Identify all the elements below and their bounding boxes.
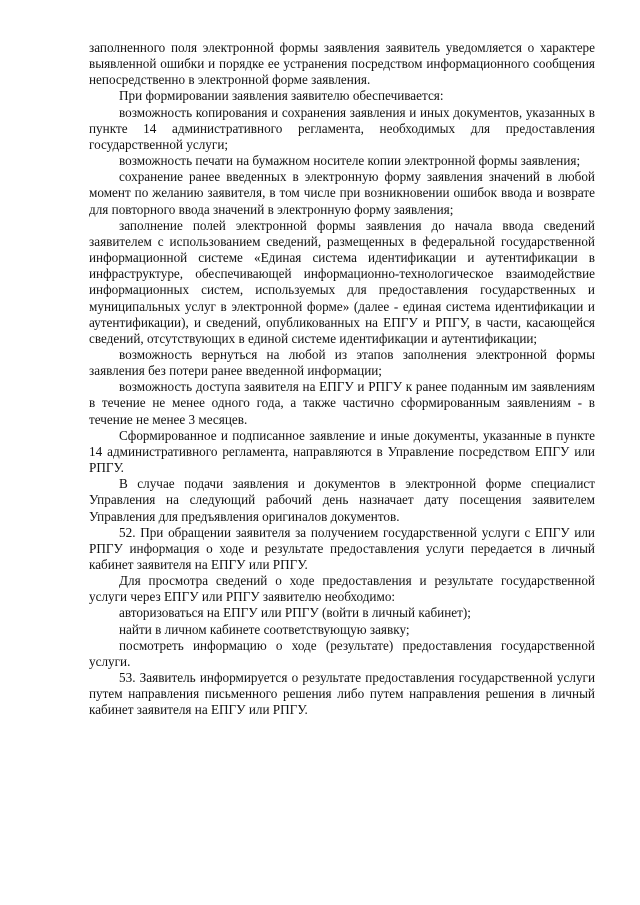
paragraph-visit: В случае подачи заявления и документов в электронной форме специалист Управления на следующий рабочий день назначает дату посещения заявителем Управления для предъявления оригиналов документов. xyxy=(89,476,595,524)
paragraph-print: возможность печати на бумажном носителе копии электронной формы заявления; xyxy=(119,153,581,169)
paragraph-save-values: сохранение ранее введенных в электронную форму заявления значений в любой момент по желанию заявителя, в том числе при возникновении ошибок ввода и возврате для повторного ввода значений в электронную форму заявления; xyxy=(89,169,595,217)
paragraph-submission: Сформированное и подписанное заявление и иные документы, указанные в пункте 14 административного регламента, направляются в Управление посредством ЕПГУ или РПГУ. xyxy=(89,427,595,476)
document-page xyxy=(89,40,595,719)
paragraph-continuation: заполненного поля электронной формы заявления заявитель уведомляется о характере выявленной ошибки и порядке ее устранения посредством информационного сообщения непосредственно в электронной форме заявления. xyxy=(89,40,595,88)
paragraph-return-step: возможность вернуться на любой из этапов заполнения электронной формы заявления без потери ранее введенной информации; xyxy=(89,346,595,379)
paragraph-form-intro: При формировании заявления заявителю обеспечивается: xyxy=(119,88,444,104)
paragraph-find-request: найти в личном кабинете соответствующую заявку; xyxy=(119,621,410,637)
paragraph-authorize: авторизоваться на ЕПГУ или РПГУ (войти в личный кабинет); xyxy=(119,605,471,621)
paragraph-copy-save: возможность копирования и сохранения заявления и иных документов, указанных в пункте 14 административного регламента, необходимых для предоставления государственной услуги; xyxy=(89,104,595,152)
paragraph-52: 52. При обращении заявителя за получением государственной услуги с ЕПГУ или РПГУ информация о ходе и результате предоставления услуги передается в личный кабинет заявителя на ЕПГУ или РПГУ. xyxy=(89,524,595,572)
paragraph-view-progress: посмотреть информацию о ходе (результате) предоставления государственной услуги. xyxy=(89,637,595,669)
paragraph-access: возможность доступа заявителя на ЕПГУ и РПГУ к ранее поданным им заявлениям в течение не менее одного года, а также частично сформированным заявлениям - в течение не менее 3 месяцев. xyxy=(89,379,595,427)
paragraph-53: 53. Заявитель информируется о результате предоставления государственной услуги путем направления письменного решения либо путем направления решения в личный кабинет заявителя на ЕПГУ или РПГУ. xyxy=(89,670,595,718)
paragraph-view-info: Для просмотра сведений о ходе предоставления и результате государственной услуги через ЕПГУ или РПГУ заявителю необходимо: xyxy=(89,573,595,605)
paragraph-autofill: заполнение полей электронной формы заявления до начала ввода сведений заявителем с использованием сведений, размещенных в федеральной государственной информационной системе «Единая система идентификации и аутентификации в инфраструктуре, обеспечивающей информационно-технологическое взаимодействие информационных систем, используемых для предоставления государственных и муниципальных услуг в электронной форме» (далее - единая система идентификации и аутентификации), и сведений, опубликованных на ЕПГУ и РПГУ, в части, касающейся сведений, отсутствующих в единой системе идентификации и аутентификации; xyxy=(89,217,595,346)
